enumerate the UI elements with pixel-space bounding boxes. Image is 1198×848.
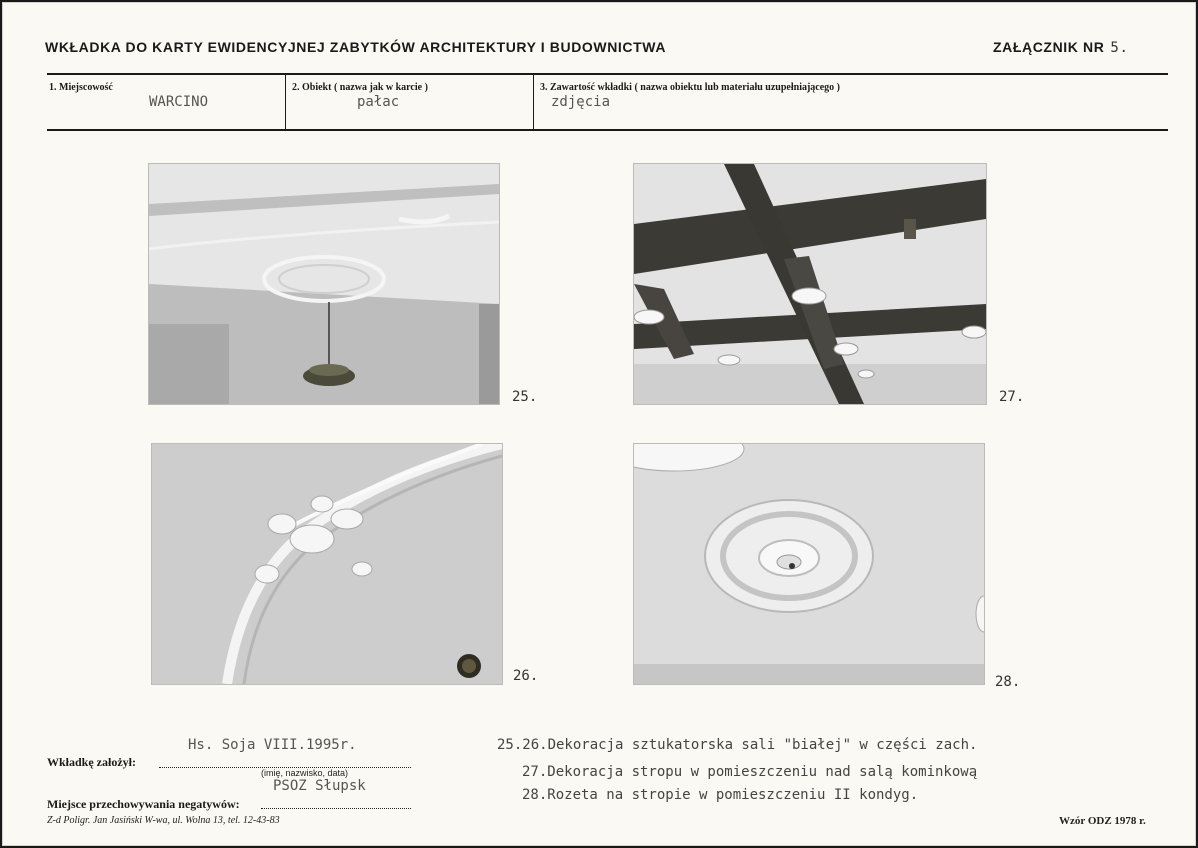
photo-number-25: 25.	[512, 389, 538, 405]
printer-imprint: Z-d Poligr. Jan Jasiński W-wa, ul. Wolna 13, tel. 12-43-83	[47, 815, 280, 826]
negatives-location-value: PSOZ Słupsk	[273, 778, 366, 794]
photo-number-26: 26.	[513, 668, 539, 684]
field-divider	[533, 75, 534, 129]
created-by-value: Hs. Soja VIII.1995r.	[188, 737, 357, 753]
annex-label: ZAŁĄCZNIK NR	[993, 39, 1105, 55]
negatives-location-label: Miejsce przechowywania negatywów:	[47, 797, 240, 811]
annex-number: 5.	[1110, 40, 1129, 56]
photo-number-28: 28.	[995, 674, 1021, 690]
ceiling-rosette-image	[634, 444, 984, 684]
created-by-hint: (imię, nazwisko, data)	[261, 768, 349, 778]
stucco-ornament-image	[152, 444, 502, 684]
content-label: 3. Zawartość wkładki ( nazwa obiektu lub materiału uzupełniającego )	[540, 82, 841, 93]
beamed-ceiling-photo	[633, 163, 987, 405]
header-bottom-rule	[47, 129, 1168, 131]
record-card-sheet	[2, 2, 1196, 846]
caption-25-26: 25.26.Dekoracja sztukatorska sali "białej" w części zach.	[497, 737, 978, 753]
header-top-rule	[47, 73, 1168, 75]
content-value: zdjęcia	[551, 94, 611, 110]
negatives-location-line	[261, 808, 411, 809]
object-value: pałac	[357, 94, 400, 110]
caption-27: 27.Dekoracja stropu w pomieszczeniu nad salą kominkową	[522, 764, 978, 780]
field-divider	[285, 75, 286, 129]
ceiling-chandelier-photo	[148, 163, 500, 405]
object-label: 2. Obiekt ( nazwa jak w karcie )	[292, 82, 428, 93]
document-title: WKŁADKA DO KARTY EWIDENCYJNEJ ZABYTKÓW ARCHITEKTURY I BUDOWNICTWA	[45, 39, 667, 55]
annex-heading	[993, 39, 1128, 56]
locality-value: WARCINO	[149, 94, 209, 110]
photo-number-27: 27.	[999, 389, 1025, 405]
stucco-ornament-photo	[151, 443, 503, 685]
ceiling-rosette-photo	[633, 443, 985, 685]
caption-28: 28.Rozeta na stropie w pomieszczeniu II kondyg.	[522, 787, 919, 803]
locality-label: 1. Miejscowość	[49, 82, 113, 93]
created-by-label: Wkładkę założył:	[47, 755, 136, 769]
template-version: Wzór ODZ 1978 r.	[1059, 815, 1146, 827]
ceiling-chandelier-image	[149, 164, 499, 404]
beamed-ceiling-image	[634, 164, 986, 404]
